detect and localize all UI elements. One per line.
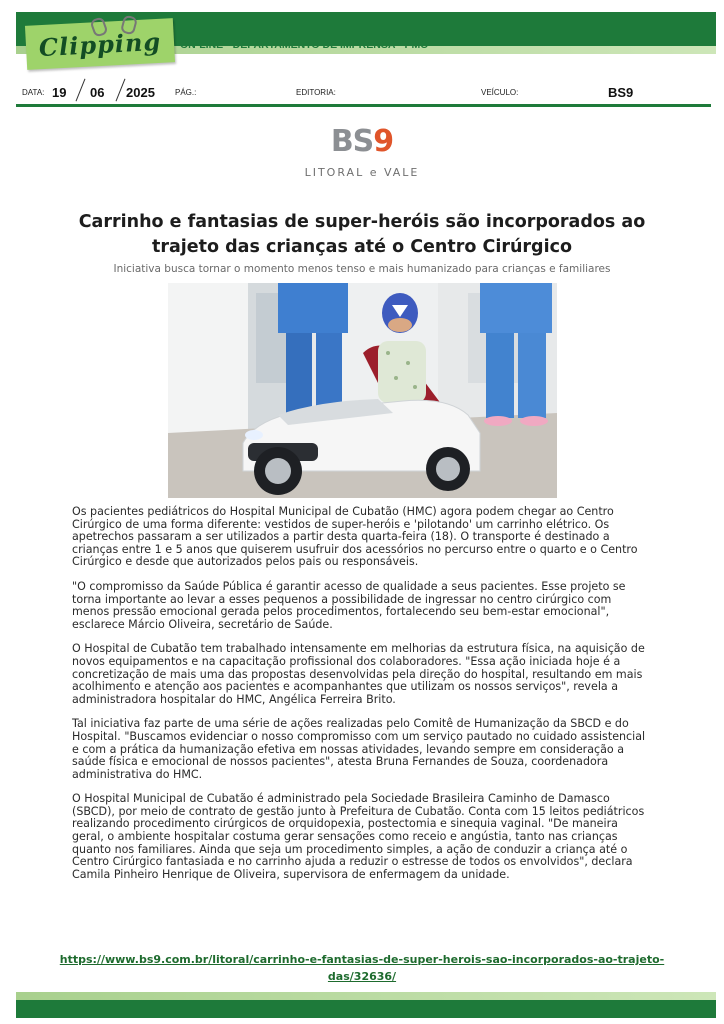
- date-year: 2025: [126, 85, 155, 100]
- article-paragraph: O Hospital de Cubatão tem trabalhado intensamente em melhorias da estrutura física, na aquisição de novos equipamentos e na capacitação profissional dos colaboradores. "Essa ação iniciada hoje é a concretização de mais uma das propostas desenvolvidas pela direção do hospital, resultando em mais acolhimento e atenção aos pacientes e acompanhantes que utilizam os nossos serviços", revela a administradora hospitalar do HMC, Angélica Ferreira Brito.: [72, 642, 645, 706]
- clipping-label: Clipping: [38, 26, 162, 62]
- date-label: DATA:: [22, 88, 45, 97]
- article-paragraph: O Hospital Municipal de Cubatão é administrado pela Sociedade Brasileira Caminho de Damasco (SBCD), por meio de contrato de gestão junto à Prefeitura de Cubatão. Conta com 15 leitos pediátricos realizando procedimento cirúrgicos de orquidopexia, postectomia e sinequia vaginal. "De maneira geral, o ambiente hospitalar costuma gerar sensações como receio e angústia, tanto nas crianças quanto nos familiares. Ainda que seja um procedimento simples, a ação de conduzir a criança até o Centro Cirúrgico fantasiada e no carrinho ajuda a reduzir o estresse de todos os envolvidos", declara Camila Pinheiro Henrique de Oliveira, supervisora de enfermagem da unidade.: [72, 792, 645, 881]
- vehicle-label: VEÍCULO:: [481, 88, 519, 97]
- footer-band-fade: [16, 992, 716, 1000]
- date-month: 06: [90, 85, 105, 100]
- date-day: 19: [52, 85, 67, 100]
- source-link[interactable]: https://www.bs9.com.br/litoral/carrinho-e-fantasias-de-super-herois-sao-incorporados-ao-trajeto-das/32636/: [59, 953, 665, 983]
- page-label: PÁG.:: [175, 88, 197, 97]
- editoria-label: EDITORIA:: [296, 88, 336, 97]
- footer-band: [16, 1000, 716, 1018]
- bs9-logo-subtitle: LITORAL e VALE: [304, 166, 420, 179]
- article-paragraph: Os pacientes pediátricos do Hospital Municipal de Cubatão (HMC) agora podem chegar ao Centro Cirúrgico de uma forma diferente: vestidos de super-heróis e 'pilotando' um carrinho elétrico. Os apetrechos passaram a ser utilizados a partir desta quarta-feira (18). O transporte é destinado a crianças entre 1 e 5 anos que quiserem usufruir dos acessórios no percurso entre o quarto e o Centro Cirúrgico e desde que autorizados pelos pais ou responsáveis.: [72, 505, 638, 569]
- bs9-logo: [300, 126, 424, 179]
- date-separator: [116, 79, 126, 102]
- vehicle-value: BS9: [608, 85, 634, 100]
- article-body: [72, 506, 652, 893]
- article-photo: [168, 283, 557, 498]
- bs9-logo-mark: BS9: [330, 124, 394, 159]
- department-label: ON-LINE • DEPARTAMENTO DE IMPRENSA • PMC: [180, 39, 428, 51]
- article-headline: Carrinho e fantasias de super-heróis são incorporados ao trajeto das crianças até o Centro Cirúrgico: [78, 212, 646, 257]
- date-separator: [76, 79, 86, 102]
- article-paragraph: Tal iniciativa faz parte de uma série de ações realizadas pelo Comitê de Humanização da SBCD e do Hospital. "Buscamos evidenciar o nosso compromisso com um serviço pautado no cuidado assistencial e com a prática da humanização efetiva em nossas atividades, levando sempre em consideração a saúde física e emocional de nossos pacientes", atesta Bruna Fernandes de Souza, coordenadora administrativa do HMC.: [72, 717, 646, 781]
- article-subtitle: Iniciativa busca tornar o momento menos tenso e mais humanizado para crianças e familiares: [113, 263, 611, 275]
- meta-divider: [16, 104, 711, 107]
- article-paragraph: "O compromisso da Saúde Pública é garantir acesso de qualidade a seus pacientes. Esse projeto se torna importante ao levar a esses pequenos a possibilidade de ingressar no centro cirúrgico com menos pressão emocional gerada pelos procedimentos, fortalecendo seu bem-estar emocional", esclarece Márcio Oliveira, secretário de Saúde.: [72, 579, 626, 631]
